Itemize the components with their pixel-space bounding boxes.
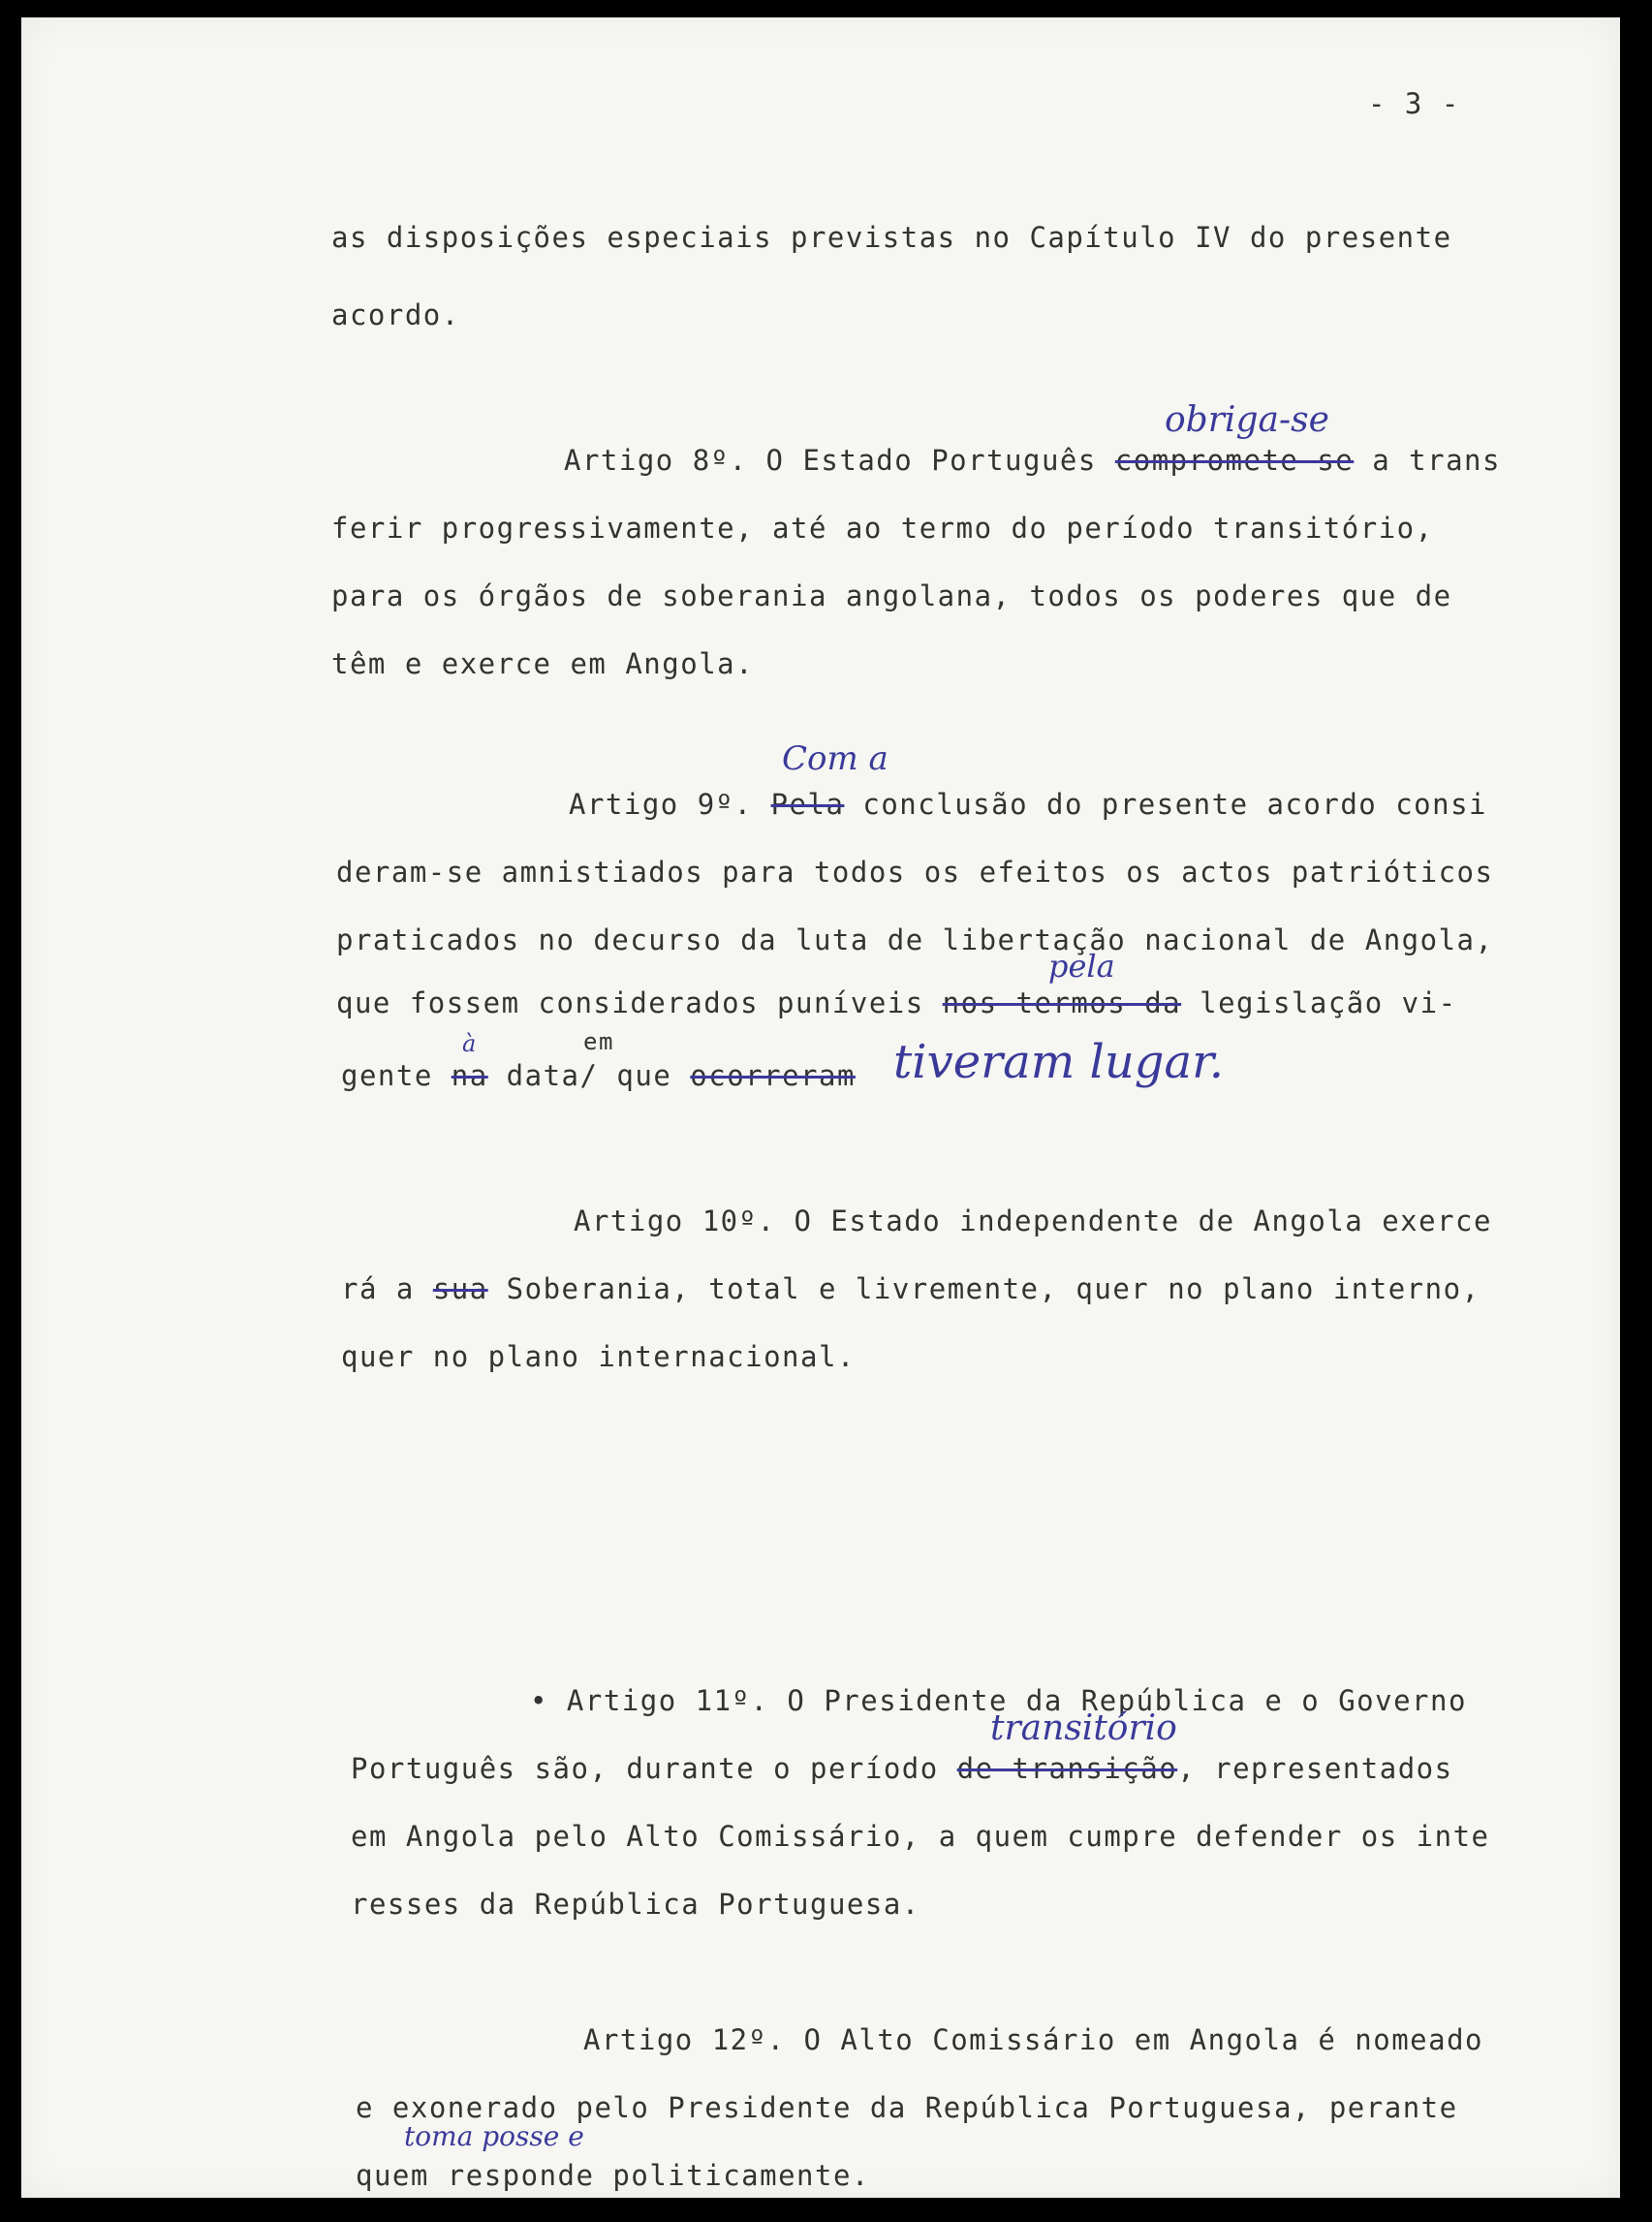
handwritten-correction: pela: [1048, 948, 1115, 985]
article-8-line-1: [564, 444, 1501, 477]
paragraph-line: deram-se amnistiados para todos os efeitos os actos patrióticos: [336, 856, 1494, 889]
paragraph-line: em Angola pelo Alto Comissário, a quem cumpre defender os inte: [351, 1820, 1490, 1853]
article-9-line-1: [569, 788, 1487, 821]
handwritten-correction: à: [462, 1030, 477, 1057]
paragraph-line: ferir progressivamente, até ao termo do período transitório,: [331, 512, 1434, 545]
paragraph-line: praticados no decurso da luta de libertação nacional de Angola,: [336, 923, 1494, 956]
paragraph-line: Artigo 10º. O Estado independente de Angola exerce: [574, 1205, 1492, 1237]
paragraph-line: para os órgãos de soberania angolana, todos os poderes que de: [331, 579, 1452, 612]
struck-text: ocorreram: [690, 1059, 856, 1092]
text-segment: Português são, durante o período: [351, 1752, 939, 1785]
paragraph-line: • Artigo 11º. O Presidente da República e o Governo: [530, 1684, 1467, 1717]
text-segment: que fossem considerados puníveis: [336, 986, 924, 1019]
handwritten-correction: tiveram lugar.: [893, 1035, 1225, 1089]
article-11-line-2: [351, 1752, 1453, 1785]
handwritten-correction: transitório: [990, 1708, 1177, 1748]
handwritten-correction: toma posse e: [404, 2120, 584, 2152]
struck-text: nos termos da: [942, 986, 1182, 1019]
struck-text: sua: [432, 1272, 488, 1305]
paragraph-line: Artigo 12º. O Alto Comissário em Angola é nomeado: [583, 2023, 1484, 2056]
article-10-line-2: [341, 1272, 1481, 1305]
page-number: - 3 -: [1368, 87, 1460, 120]
handwritten-insertion: em: [583, 1028, 614, 1055]
text-segment: , representados: [1177, 1752, 1453, 1785]
paragraph-line: quer no plano internacional.: [341, 1340, 856, 1373]
paragraph-line: as disposições especiais previstas no Capítulo IV do presente: [331, 221, 1452, 254]
struck-text: na: [451, 1059, 488, 1092]
paragraph-line: resses da República Portuguesa.: [351, 1888, 920, 1921]
handwritten-correction: obriga-se: [1165, 400, 1329, 440]
struck-text: Pela: [770, 788, 845, 821]
text-segment: Artigo 9º.: [569, 788, 753, 821]
document-page: [21, 17, 1620, 2198]
text-segment: Artigo 8º. O Estado Português: [564, 444, 1097, 477]
text-segment: Soberania, total e livremente, quer no plano interno,: [506, 1272, 1481, 1305]
text-segment: data/ que: [506, 1059, 672, 1092]
paragraph-line: têm e exerce em Angola.: [331, 647, 755, 680]
text-segment: gente: [341, 1059, 433, 1092]
text-segment: legislação vi-: [1200, 986, 1457, 1019]
paragraph-line: quem responde politicamente.: [356, 2159, 870, 2192]
paragraph-line: acordo.: [331, 298, 460, 331]
text-segment: rá a: [341, 1272, 415, 1305]
text-segment: conclusão do presente acordo consi: [862, 788, 1488, 821]
paragraph-line: e exonerado pelo Presidente da República Portuguesa, perante: [356, 2091, 1458, 2124]
article-9-line-5: [341, 1059, 856, 1092]
handwritten-correction: Com a: [782, 739, 888, 778]
struck-text: compromete-se: [1114, 444, 1355, 477]
article-9-line-4: [336, 986, 1457, 1019]
text-segment: a trans: [1372, 444, 1501, 477]
struck-text: de transição: [956, 1752, 1178, 1785]
